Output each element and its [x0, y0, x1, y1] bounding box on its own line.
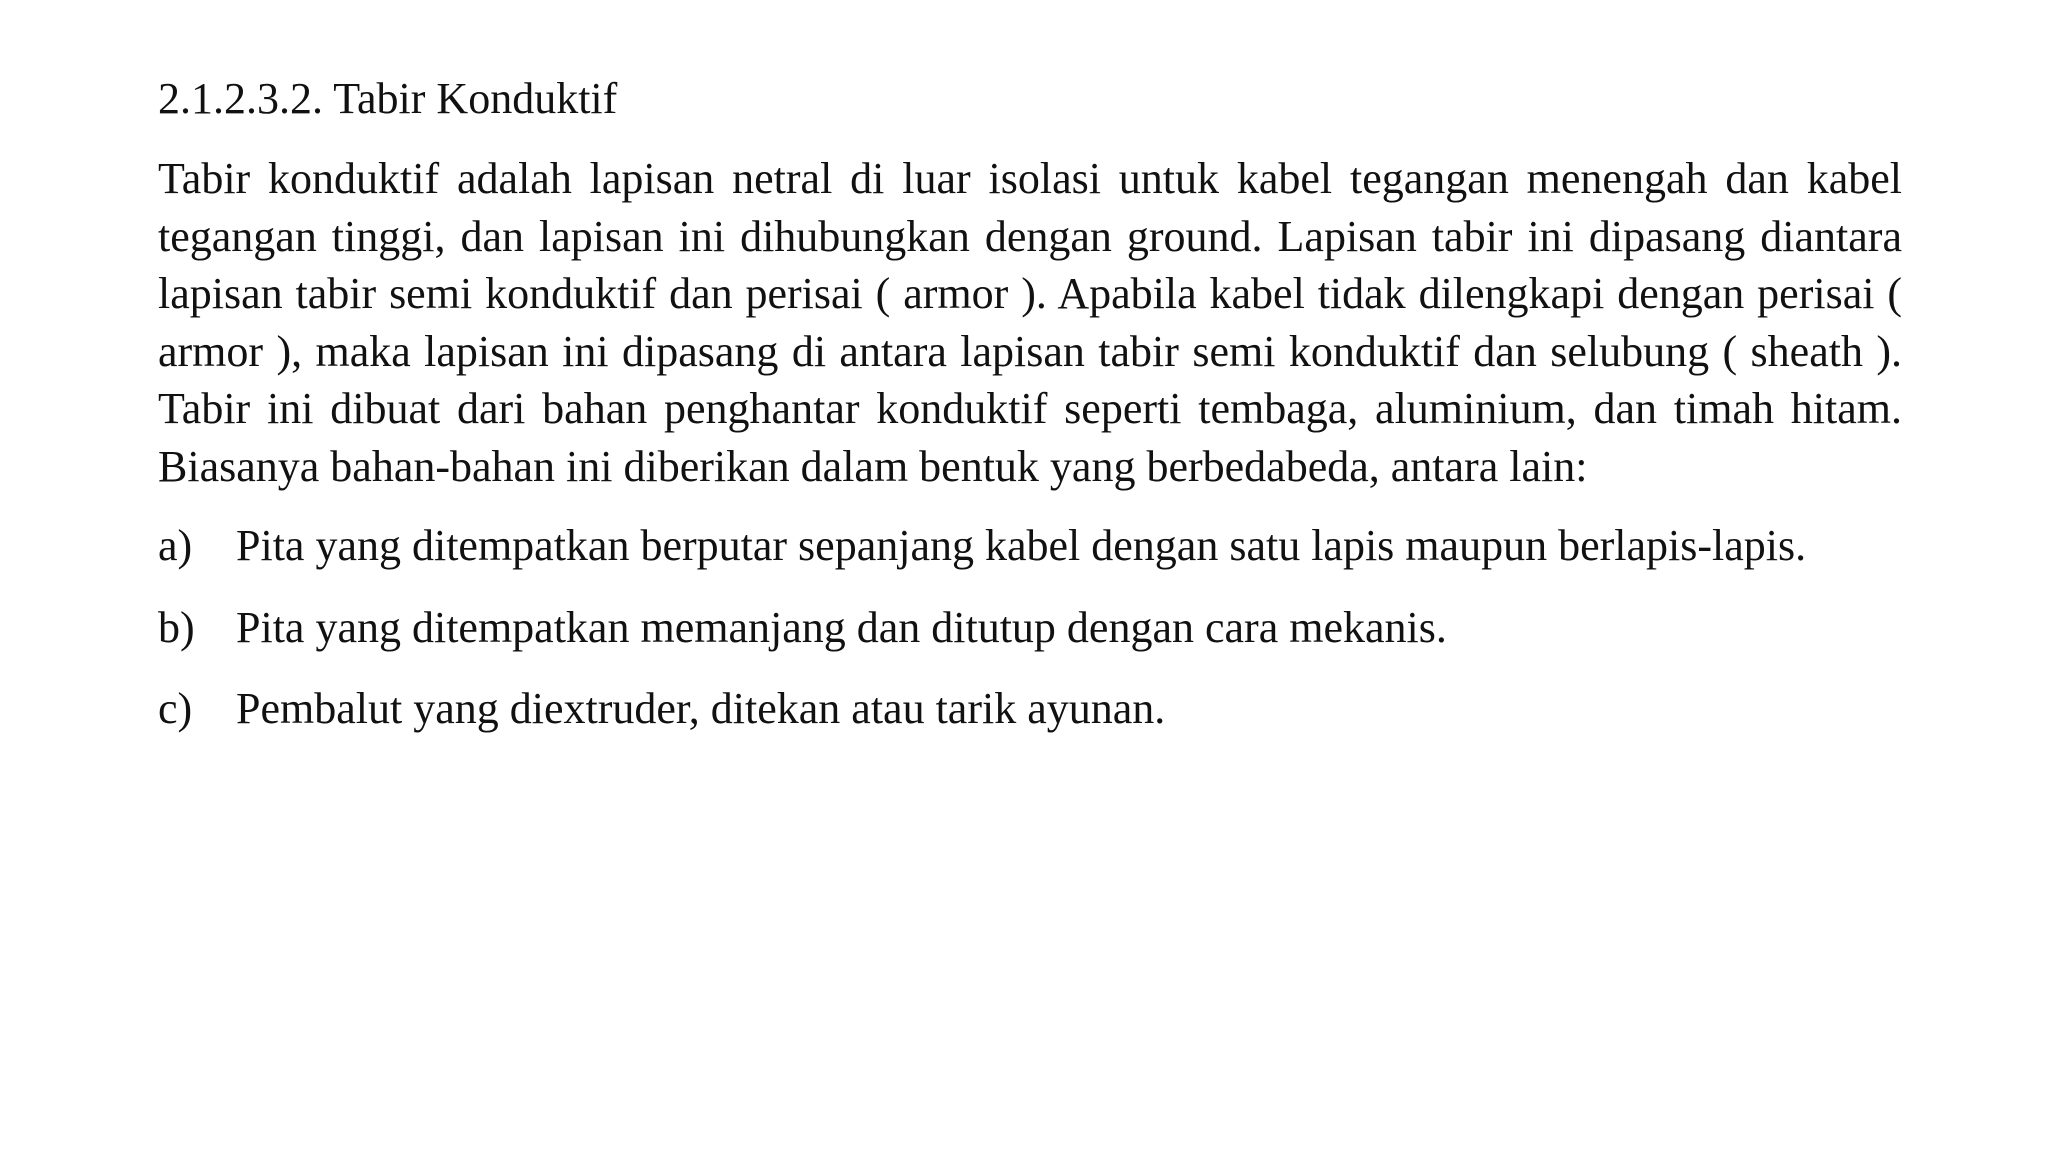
body-paragraph: Tabir konduktif adalah lapisan netral di luar isolasi untuk kabel tegangan menengah dan kabel tegangan tinggi, dan lapisan ini dihubungkan dengan ground. Lapisan tabir ini dipasang diantara lapisan tabir semi konduktif dan perisai ( armor ). Apabila kabel tidak dilengkapi dengan perisai ( armor ), maka lapisan ini dipasang di antara lapisan tabir semi konduktif dan selubung ( sheath ). Tabir ini dibuat dari bahan penghantar konduktif seperti tembaga, aluminium, dan timah hitam. Biasanya bahan-bahan ini diberikan dalam bentuk yang berbedabeda, antara lain: — [158, 154, 1902, 491]
section-heading: 2.1.2.3.2. Tabir Konduktif — [158, 74, 618, 123]
list-item-text: Pita yang ditempatkan memanjang dan ditutup dengan cara mekanis. — [236, 602, 1447, 652]
list-item-text: Pita yang ditempatkan berputar sepanjang kabel dengan satu lapis maupun berlapis-lapis. — [236, 521, 1807, 570]
list-item — [158, 680, 1902, 738]
list-item — [158, 517, 1902, 575]
document-page — [158, 70, 1902, 762]
list-marker: c) — [158, 684, 193, 733]
list-item — [158, 599, 1902, 657]
list-marker: a) — [158, 521, 193, 570]
list-item-text: Pembalut yang diextruder, ditekan atau tarik ayunan. — [236, 684, 1166, 733]
item-list — [158, 517, 1902, 738]
list-marker: b) — [158, 602, 195, 652]
